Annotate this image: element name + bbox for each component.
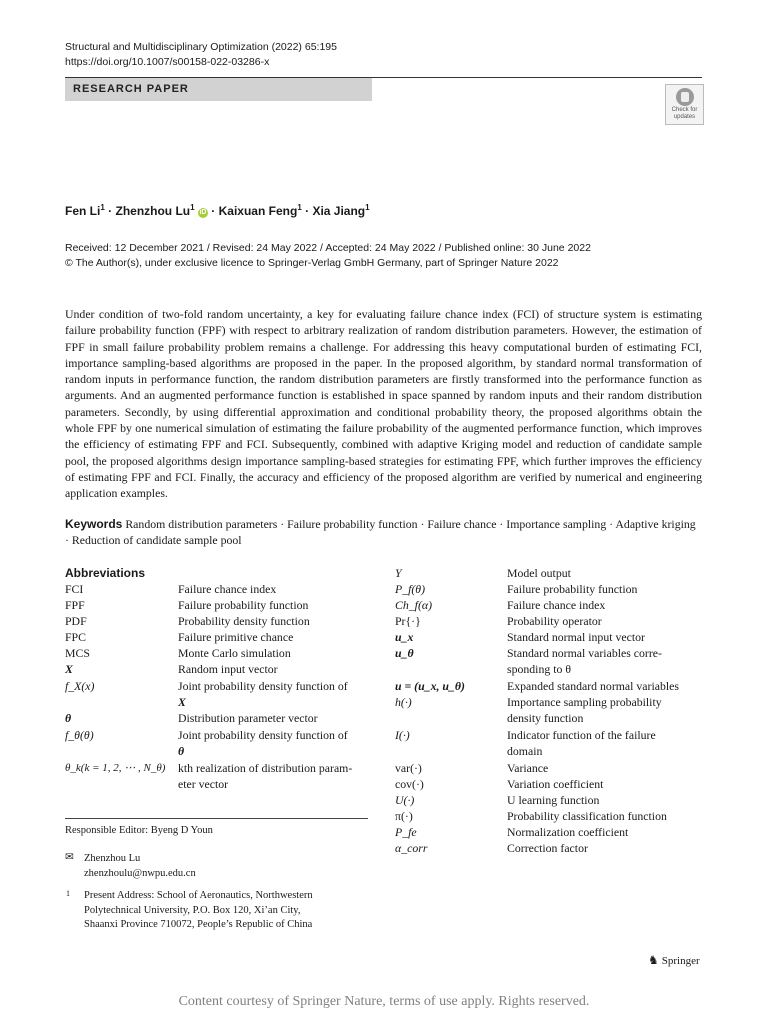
check-for-updates-badge[interactable]	[665, 84, 704, 125]
copyright-line: © The Author(s), under exclusive licence to Springer-Verlag GmbH Germany, part of Springer Nature 2022	[65, 257, 559, 269]
corresponding-name: Zhenzhou Lu	[84, 853, 141, 864]
abbr-definition-cont: X	[178, 695, 186, 709]
abbr-definition: Failure probability function	[178, 598, 309, 612]
abbr-term: u = (u_x, u_θ)	[395, 679, 465, 693]
publisher-name: Springer	[661, 955, 700, 967]
footnote-line: Polytechnical University, P.O. Box 120, Xi’an City,	[84, 904, 301, 916]
footnote-line: Present Address: School of Aeronautics, Northwestern	[84, 890, 313, 901]
footnote-line: Shaanxi Province 710072, People’s Republic of China	[84, 919, 313, 930]
abbr-definition-cont: θ	[178, 744, 185, 758]
author-name[interactable]: Zhenzhou Lu	[115, 204, 191, 218]
doi-link[interactable]: https://doi.org/10.1007/s00158-022-03286-x	[65, 56, 270, 68]
keywords-text: Random distribution parameters · Failure probability function · Failure chance · Importance sampling · Adaptive kriging · Reduction of candidate sample pool	[65, 517, 696, 548]
abbr-definition-cont: sponding to θ	[507, 662, 571, 676]
springer-horse-icon: ♞	[648, 953, 659, 967]
abbr-definition: Importance sampling probability	[507, 695, 662, 709]
abbr-definition-cont: eter vector	[178, 777, 229, 791]
abbr-term: Pr{·}	[395, 614, 421, 628]
footnote-mark: 1	[66, 889, 70, 898]
abbr-definition: U learning function	[507, 793, 600, 807]
affiliation-mark: 1	[297, 203, 302, 212]
author-list	[65, 203, 370, 218]
affiliation-mark: 1	[100, 203, 105, 212]
abstract: Under condition of two-fold random uncertainty, a key for evaluating failure chance index (FCI) of structure system is estimating failure probability function (FPF) with respect to arbitrary realization of random distribution parameters. However, the estimation of FPF in small failure probability problem remains a challenge. For addressing this heavy computational burden of estimating FCI, importance sampling-based algorithms are proposed in the paper. In the proposed algorithm, by standard normal transformation of random inputs in performance function, the random distribution parameters are firstly transformed into the performance function as arguments. And an augmented performance function is established in space spanned by random inputs and their random distribution parameters. Secondly, by using differential approximation and conditional probability theory, the proposed algorithms obtain the whole FPF by one numerical simulation of estimating the failure probability of the augmented performance function, which improves the efficiency of estimating FPF and FCI. Subsequently, combined with adaptive Kriging model and reduction of candidate sample pool, the proposed algorithms design importance sampling-based strategies for estimating FPF, which further improves the efficiency of estimating FPF and FCI. Finally, the accuracy and efficiency of the proposed algorithm are verified by numerical and engineering application examples.	[65, 307, 702, 501]
abbr-term: I(·)	[395, 728, 410, 742]
publication-dates	[65, 241, 591, 271]
abbr-term: u_x	[395, 630, 414, 644]
affiliation-footnote	[84, 889, 374, 933]
crossmark-text-1: Check for	[671, 107, 698, 113]
abbr-definition: kth realization of distribution param-	[178, 761, 353, 775]
abbr-term: π(·)	[395, 809, 413, 823]
abbr-definition: Indicator function of the failure	[507, 728, 656, 742]
author-separator: ·	[108, 204, 113, 218]
orcid-icon[interactable]: iD	[199, 209, 207, 216]
envelope-icon: ✉	[65, 852, 74, 863]
abbr-definition: Probability density function	[178, 614, 310, 628]
author-name[interactable]: Fen Li	[65, 204, 101, 218]
abbreviations-heading: Abbreviations	[65, 566, 146, 580]
abbr-term: PDF	[65, 614, 87, 628]
abbr-term: P_fe	[395, 825, 417, 839]
abbr-term: MCS	[65, 646, 90, 660]
abbr-term: FCI	[65, 582, 84, 596]
abbr-term: f_θ(θ)	[65, 728, 94, 742]
abbr-definition: Random input vector	[178, 662, 278, 676]
abbr-term: var(·)	[395, 761, 422, 775]
abbr-definition: Failure probability function	[507, 582, 638, 596]
publisher-logo	[648, 953, 700, 968]
abbr-definition: Joint probability density function of	[178, 679, 348, 693]
affiliation-mark: 1	[365, 203, 370, 212]
abbr-definition: Failure chance index	[507, 598, 606, 612]
abbr-term: h(·)	[395, 695, 412, 709]
abbr-definition: Probability classification function	[507, 809, 667, 823]
corresponding-email[interactable]: zhenzhoulu@nwpu.edu.cn	[84, 868, 196, 879]
crossmark-text-2: updates	[673, 114, 696, 120]
abbr-term: θ	[65, 711, 72, 725]
corresponding-author	[84, 851, 196, 881]
abbr-definition: Joint probability density function of	[178, 728, 348, 742]
abbr-term: FPF	[65, 598, 85, 612]
journal-header	[65, 40, 337, 70]
abbr-definition: Failure primitive chance	[178, 630, 294, 644]
author-separator: ·	[305, 204, 310, 218]
journal-citation: Structural and Multidisciplinary Optimization (2022) 65:195	[65, 41, 337, 53]
abbr-definition: Standard normal variables corre-	[507, 646, 662, 660]
abbr-term: Y	[395, 566, 402, 580]
abbr-term: U(·)	[395, 793, 415, 807]
abbr-definition: Failure chance index	[178, 582, 277, 596]
abbr-term: α_corr	[395, 841, 428, 855]
crossmark-icon	[676, 88, 694, 106]
keywords-label: Keywords	[65, 517, 123, 531]
abbr-term: cov(·)	[395, 777, 424, 791]
abbr-term: X	[65, 662, 73, 676]
responsible-editor: Responsible Editor: Byeng D Youn	[65, 825, 213, 836]
abbr-definition: Probability operator	[507, 614, 602, 628]
abbr-definition: Monte Carlo simulation	[178, 646, 291, 660]
author-separator: ·	[211, 204, 216, 218]
abbr-definition: Normalization coefficient	[507, 825, 629, 839]
abbr-term: P_f(θ)	[395, 582, 426, 596]
abbr-term: FPC	[65, 630, 86, 644]
abbr-definition: Standard normal input vector	[507, 630, 645, 644]
author-name[interactable]: Xia Jiang	[312, 204, 366, 218]
abbr-definition: Expanded standard normal variables	[507, 679, 679, 693]
keywords	[65, 516, 702, 549]
author-name[interactable]: Kaixuan Feng	[218, 204, 298, 218]
section-label: RESEARCH PAPER	[73, 83, 189, 95]
abbr-definition: Variation coefficient	[507, 777, 604, 791]
abbr-definition-cont: density function	[507, 711, 584, 725]
affiliation-mark: 1	[190, 203, 195, 212]
footnote-rule	[65, 818, 368, 819]
abbr-definition: Correction factor	[507, 841, 588, 855]
abbr-definition: Variance	[507, 761, 549, 775]
abbr-definition: Distribution parameter vector	[178, 711, 318, 725]
courtesy-watermark: Content courtesy of Springer Nature, terms of use apply. Rights reserved.	[178, 994, 590, 1009]
abbr-term: Ch_f(α)	[395, 598, 432, 612]
abbr-definition-cont: domain	[507, 744, 543, 758]
abbr-term: θ_k(k = 1, 2, ⋯ , N_θ)	[65, 762, 166, 774]
abbr-term: f_X(x)	[65, 679, 95, 693]
abbr-definition: Model output	[507, 566, 571, 580]
abbr-term: u_θ	[395, 646, 414, 660]
date-history: Received: 12 December 2021 / Revised: 24 May 2022 / Accepted: 24 May 2022 / Published online: 30 June 2022	[65, 242, 591, 254]
